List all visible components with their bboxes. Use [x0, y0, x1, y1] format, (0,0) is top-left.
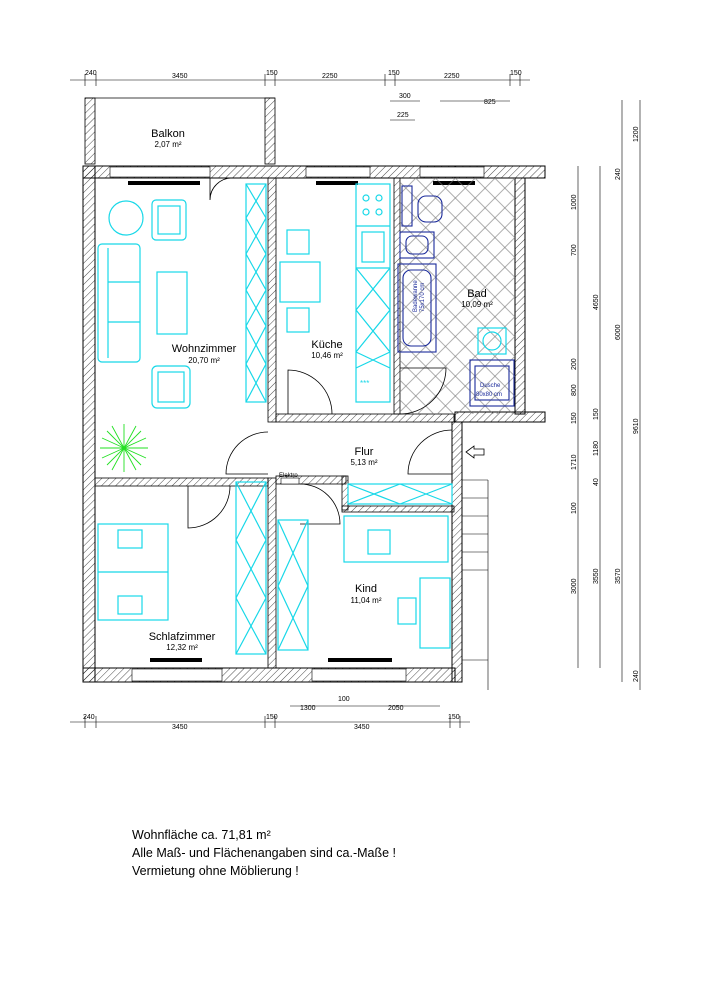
dim-top-6: 2250 — [444, 73, 460, 80]
dim-right-outer-5: 3570 — [615, 568, 622, 584]
room-kueche-name: Küche — [311, 339, 343, 351]
dim-bottom-3: 150 — [266, 714, 278, 721]
bottom-dimensions — [70, 696, 470, 731]
dim-right-outer-2: 240 — [615, 168, 622, 180]
dim-top-3: 150 — [266, 70, 278, 77]
dim-right-outer-1: 1200 — [633, 126, 640, 142]
staircase — [462, 480, 488, 690]
room-wohnzimmer-name: Wohnzimmer — [171, 343, 237, 355]
right-dimensions — [571, 100, 640, 690]
dim-top-2: 3450 — [172, 73, 188, 80]
dim-right-mid-5: 3550 — [593, 568, 600, 584]
dim-right-inner-7: 100 — [571, 502, 578, 514]
dusche-label: Dusche — [480, 383, 501, 389]
dim-bottom-8: 150 — [448, 714, 460, 721]
room-bad-area: 10,09 m² — [461, 300, 493, 309]
dim-right-inner-4: 800 — [571, 384, 578, 396]
dim-right-mid-3: 1180 — [593, 440, 600, 456]
dim-right-outer-3: 6000 — [615, 324, 622, 340]
dim-top-5: 150 — [388, 70, 400, 77]
badewanne-label: Badewanne — [413, 280, 419, 312]
dim-top-sub-3: 825 — [484, 99, 496, 106]
dim-top-7: 150 — [510, 70, 522, 77]
top-dimensions — [70, 70, 530, 120]
dim-right-inner-3: 200 — [571, 358, 578, 370]
dim-right-outer-4: 9610 — [633, 418, 640, 434]
dim-bottom-4: 1300 — [300, 705, 316, 712]
note-masse: Alle Maß- und Flächenangaben sind ca.-Maße ! — [132, 846, 397, 860]
dim-right-inner-5: 150 — [571, 412, 578, 424]
room-schlafzimmer-area: 12,32 m² — [166, 643, 198, 652]
room-kind-name: Kind — [354, 583, 378, 595]
room-balkon-area: 2,07 m² — [154, 140, 182, 149]
dim-right-outer-6: 240 — [633, 670, 640, 682]
room-kueche-area: 10,46 m² — [311, 351, 343, 360]
dim-top-sub-2: 225 — [397, 112, 409, 119]
dim-right-inner-1: 1000 — [571, 194, 578, 210]
room-bad-name: Bad — [467, 288, 487, 300]
dim-top-sub-1: 300 — [399, 93, 411, 100]
dim-bottom-6: 2050 — [388, 705, 404, 712]
dim-right-inner-8: 3000 — [571, 578, 578, 594]
dim-bottom-1: 240 — [83, 714, 95, 721]
room-wohnzimmer-area: 20,70 m² — [188, 356, 220, 365]
dim-bottom-2: 3450 — [172, 724, 188, 731]
dusche-size: 80x80 cm — [476, 392, 503, 398]
dim-top-1: 240 — [85, 70, 97, 77]
room-flur-area: 5,13 m² — [350, 458, 378, 467]
dim-top-4: 2250 — [322, 73, 338, 80]
room-balkon-name: Balkon — [151, 128, 185, 140]
notes — [132, 826, 396, 880]
dim-right-mid-4: 40 — [593, 478, 600, 486]
elektro-label: Elektro — [279, 473, 298, 479]
room-kind-area: 11,04 m² — [350, 596, 382, 605]
svg-text:***: *** — [360, 379, 370, 388]
note-moeblierung: Vermietung ohne Möblierung ! — [132, 864, 299, 878]
dim-right-mid-1: 4650 — [593, 294, 600, 310]
dim-right-inner-2: 700 — [571, 244, 578, 256]
badewanne-size: 75x170 cm — [420, 282, 426, 312]
dim-right-mid-2: 150 — [593, 408, 600, 420]
dim-bottom-5: 100 — [338, 696, 350, 703]
dim-right-inner-6: 1710 — [571, 454, 578, 470]
room-flur-name: Flur — [354, 446, 374, 458]
dim-bottom-7: 3450 — [354, 724, 370, 731]
note-wohnflaeche: Wohnfläche ca. 71,81 m² — [132, 828, 271, 842]
room-schlafzimmer-name: Schlafzimmer — [148, 631, 216, 643]
